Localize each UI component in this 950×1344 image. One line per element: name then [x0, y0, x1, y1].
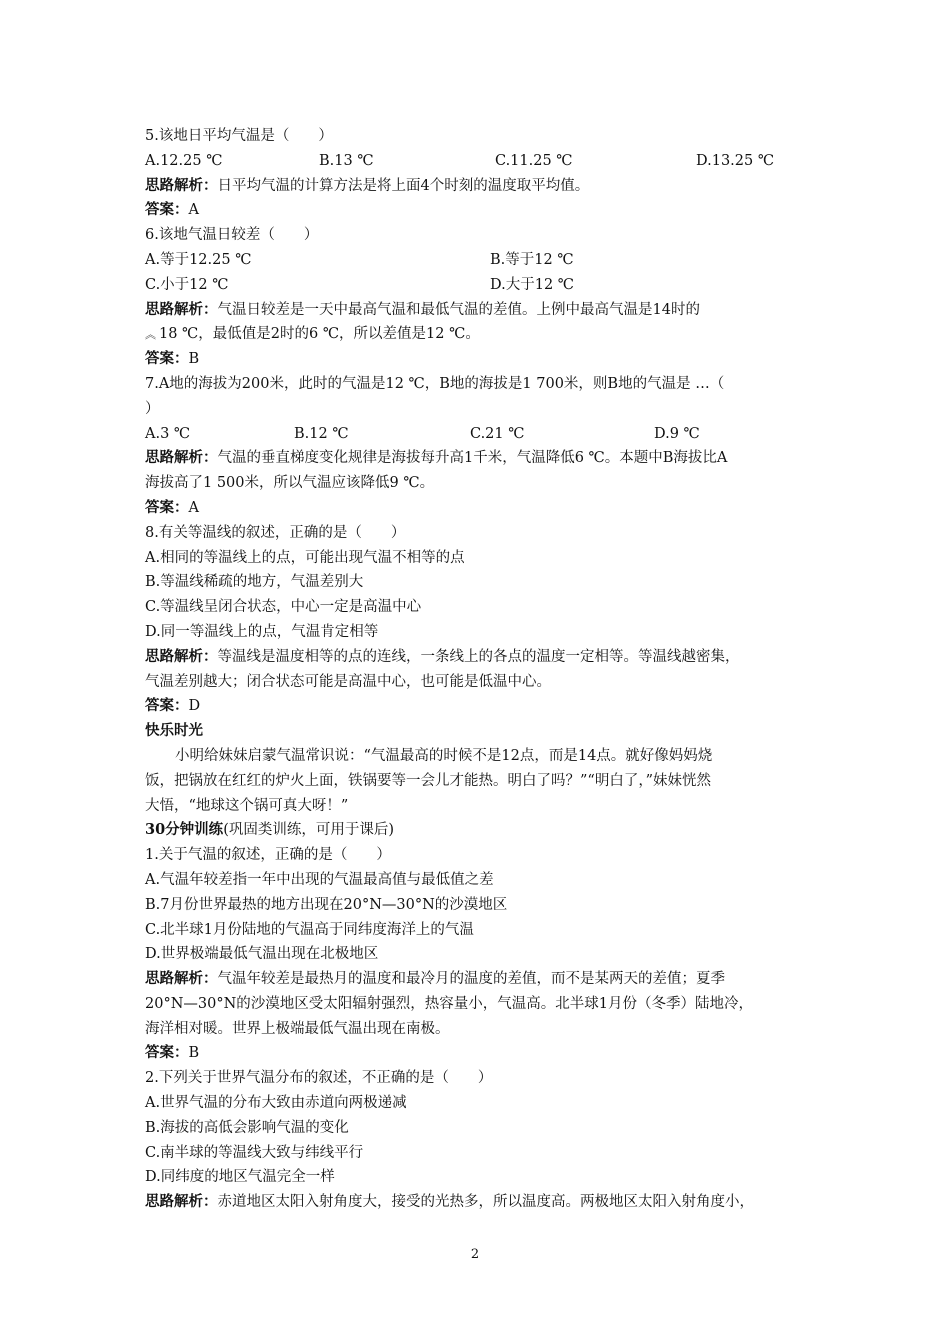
answer-label: 答案： — [145, 1044, 189, 1062]
s1-stem: 1.关于气温的叙述，正确的是（ ） — [145, 847, 391, 864]
happy-time-line: 大悟，“地球这个锅可真大呀！” — [145, 797, 349, 814]
s1-analysis-cont: 海洋相对暖。世界上极端最低气温出现在南极。 — [145, 1020, 450, 1037]
option-c: C.11.25 ℃ — [495, 152, 573, 169]
q6-analysis: 思路解析：气温日较差是一天中最高气温和最低气温的差值。上例中最高气温是14时的 — [145, 300, 700, 318]
q5-stem: 5.该地日平均气温是（ ） — [145, 128, 333, 144]
option-a: A.等于12.25 ℃ — [145, 251, 252, 268]
q6-answer: 答案：B — [145, 350, 200, 368]
option-d: D.世界极端最低气温出现在北极地区 — [145, 946, 379, 963]
analysis-label: 思路解析： — [145, 1193, 218, 1211]
s1-analysis-cont: 20°N—30°N的沙漠地区受太阳辐射强烈，热容量小，气温高。北半球1月份（冬季）陆地冷， — [145, 995, 753, 1012]
option-c: C.北半球1月份陆地的气温高于同纬度海洋上的气温 — [145, 921, 474, 938]
q8-analysis: 思路解析：等温线是温度相等的点的连线，一条线上的各点的温度一定相等。等温线越密集， — [145, 647, 740, 665]
q8-stem: 8.有关等温线的叙述，正确的是（ ） — [145, 524, 406, 541]
option-d: D.同纬度的地区气温完全一样 — [145, 1169, 335, 1186]
option-a: A.3 ℃ — [145, 425, 191, 442]
q8-answer: 答案：D — [145, 697, 201, 715]
q7-analysis-cont: 海拔高了1 500米，所以气温应该降低9 ℃。 — [145, 475, 435, 492]
answer-label: 答案： — [145, 350, 189, 368]
analysis-label: 思路解析： — [145, 300, 218, 318]
option-a: A.相同的等温线上的点，可能出现气温不相等的点 — [145, 549, 465, 566]
q8-analysis-cont: 气温差别越大；闭合状态可能是高温中心，也可能是低温中心。 — [145, 673, 551, 690]
option-d: D.大于12 ℃ — [490, 276, 574, 293]
q7-options — [145, 422, 825, 447]
q6-options-row2 — [145, 273, 825, 298]
option-c: C.21 ℃ — [470, 425, 525, 442]
happy-time-line: 小明给妹妹启蒙气温常识说：“气温最高的时候不是12点，而是14点。就好像妈妈烧 — [175, 747, 713, 764]
document-page — [145, 124, 825, 1215]
option-d: D.9 ℃ — [654, 425, 700, 442]
option-b: B.7月份世界最热的地方出现在20°N—30°N的沙漠地区 — [145, 896, 508, 913]
section-heading — [145, 818, 825, 843]
q6-stem: 6.该地气温日较差（ ） — [145, 227, 319, 244]
q7-analysis: 思路解析：气温的垂直梯度变化规律是海拔每升高1千米，气温降低6 ℃。本题中B海拔比A — [145, 449, 728, 467]
answer-label: 答案： — [145, 201, 189, 219]
s2-stem: 2.下列关于世界气温分布的叙述，不正确的是（ ） — [145, 1070, 493, 1087]
option-a: A.12.25 ℃ — [145, 152, 223, 169]
q6-options-row1 — [145, 248, 825, 273]
option-b: B.等于12 ℃ — [490, 251, 574, 268]
section-title: 30分钟训练 — [145, 821, 224, 839]
q6-analysis-cont: ︽ 18 ℃，最低值是2时的6 ℃，所以差值是12 ℃。 — [145, 326, 480, 343]
mark-symbol: ︽ — [145, 328, 156, 342]
q7-stem-cont: ） — [145, 400, 160, 417]
option-b: B.12 ℃ — [294, 425, 349, 442]
analysis-label: 思路解析： — [145, 449, 218, 467]
option-a: A.世界气温的分布大致由赤道向两极递减 — [145, 1095, 407, 1112]
option-b: B.海拔的高低会影响气温的变化 — [145, 1119, 349, 1136]
option-b: B.13 ℃ — [319, 152, 374, 169]
page-number: 2 — [470, 1247, 480, 1262]
s1-analysis: 思路解析：气温年较差是最热月的温度和最冷月的温度的差值，而不是某两天的差值；夏季 — [145, 970, 725, 988]
option-a: A.气温年较差指一年中出现的气温最高值与最低值之差 — [145, 871, 494, 888]
section-subtitle: (巩固类训练，可用于课后) — [223, 822, 395, 839]
answer-label: 答案： — [145, 697, 189, 715]
q7-stem: 7.A地的海拔为200米，此时的气温是12 ℃，B地的海拔是1 700米，则B地的气温是 …（ — [145, 375, 725, 392]
analysis-label: 思路解析： — [145, 176, 218, 194]
option-b: B.等温线稀疏的地方，气温差别大 — [145, 574, 364, 591]
option-c: C.小于12 ℃ — [145, 276, 229, 293]
happy-time-title: 快乐时光 — [145, 722, 203, 740]
s1-answer: 答案：B — [145, 1044, 200, 1062]
option-d: D.13.25 ℃ — [696, 152, 775, 169]
option-c: C.南半球的等温线大致与纬线平行 — [145, 1144, 364, 1161]
s2-analysis: 思路解析：赤道地区太阳入射角度大，接受的光热多，所以温度高。两极地区太阳入射角度小， — [145, 1193, 754, 1211]
q5-answer: 答案：A — [145, 201, 199, 219]
analysis-label: 思路解析： — [145, 647, 218, 665]
option-c: C.等温线呈闭合状态，中心一定是高温中心 — [145, 599, 422, 616]
happy-time-line: 饭，把锅放在红红的炉火上面，铁锅要等一会儿才能热。明白了吗？”“明白了，”妹妹恍然 — [145, 772, 711, 789]
analysis-label: 思路解析： — [145, 970, 218, 988]
q7-answer: 答案：A — [145, 498, 199, 516]
answer-label: 答案： — [145, 498, 189, 516]
q5-analysis: 思路解析：日平均气温的计算方法是将上面4个时刻的温度取平均值。 — [145, 176, 590, 194]
q5-options — [145, 149, 825, 174]
option-d: D.同一等温线上的点，气温肯定相等 — [145, 623, 379, 640]
